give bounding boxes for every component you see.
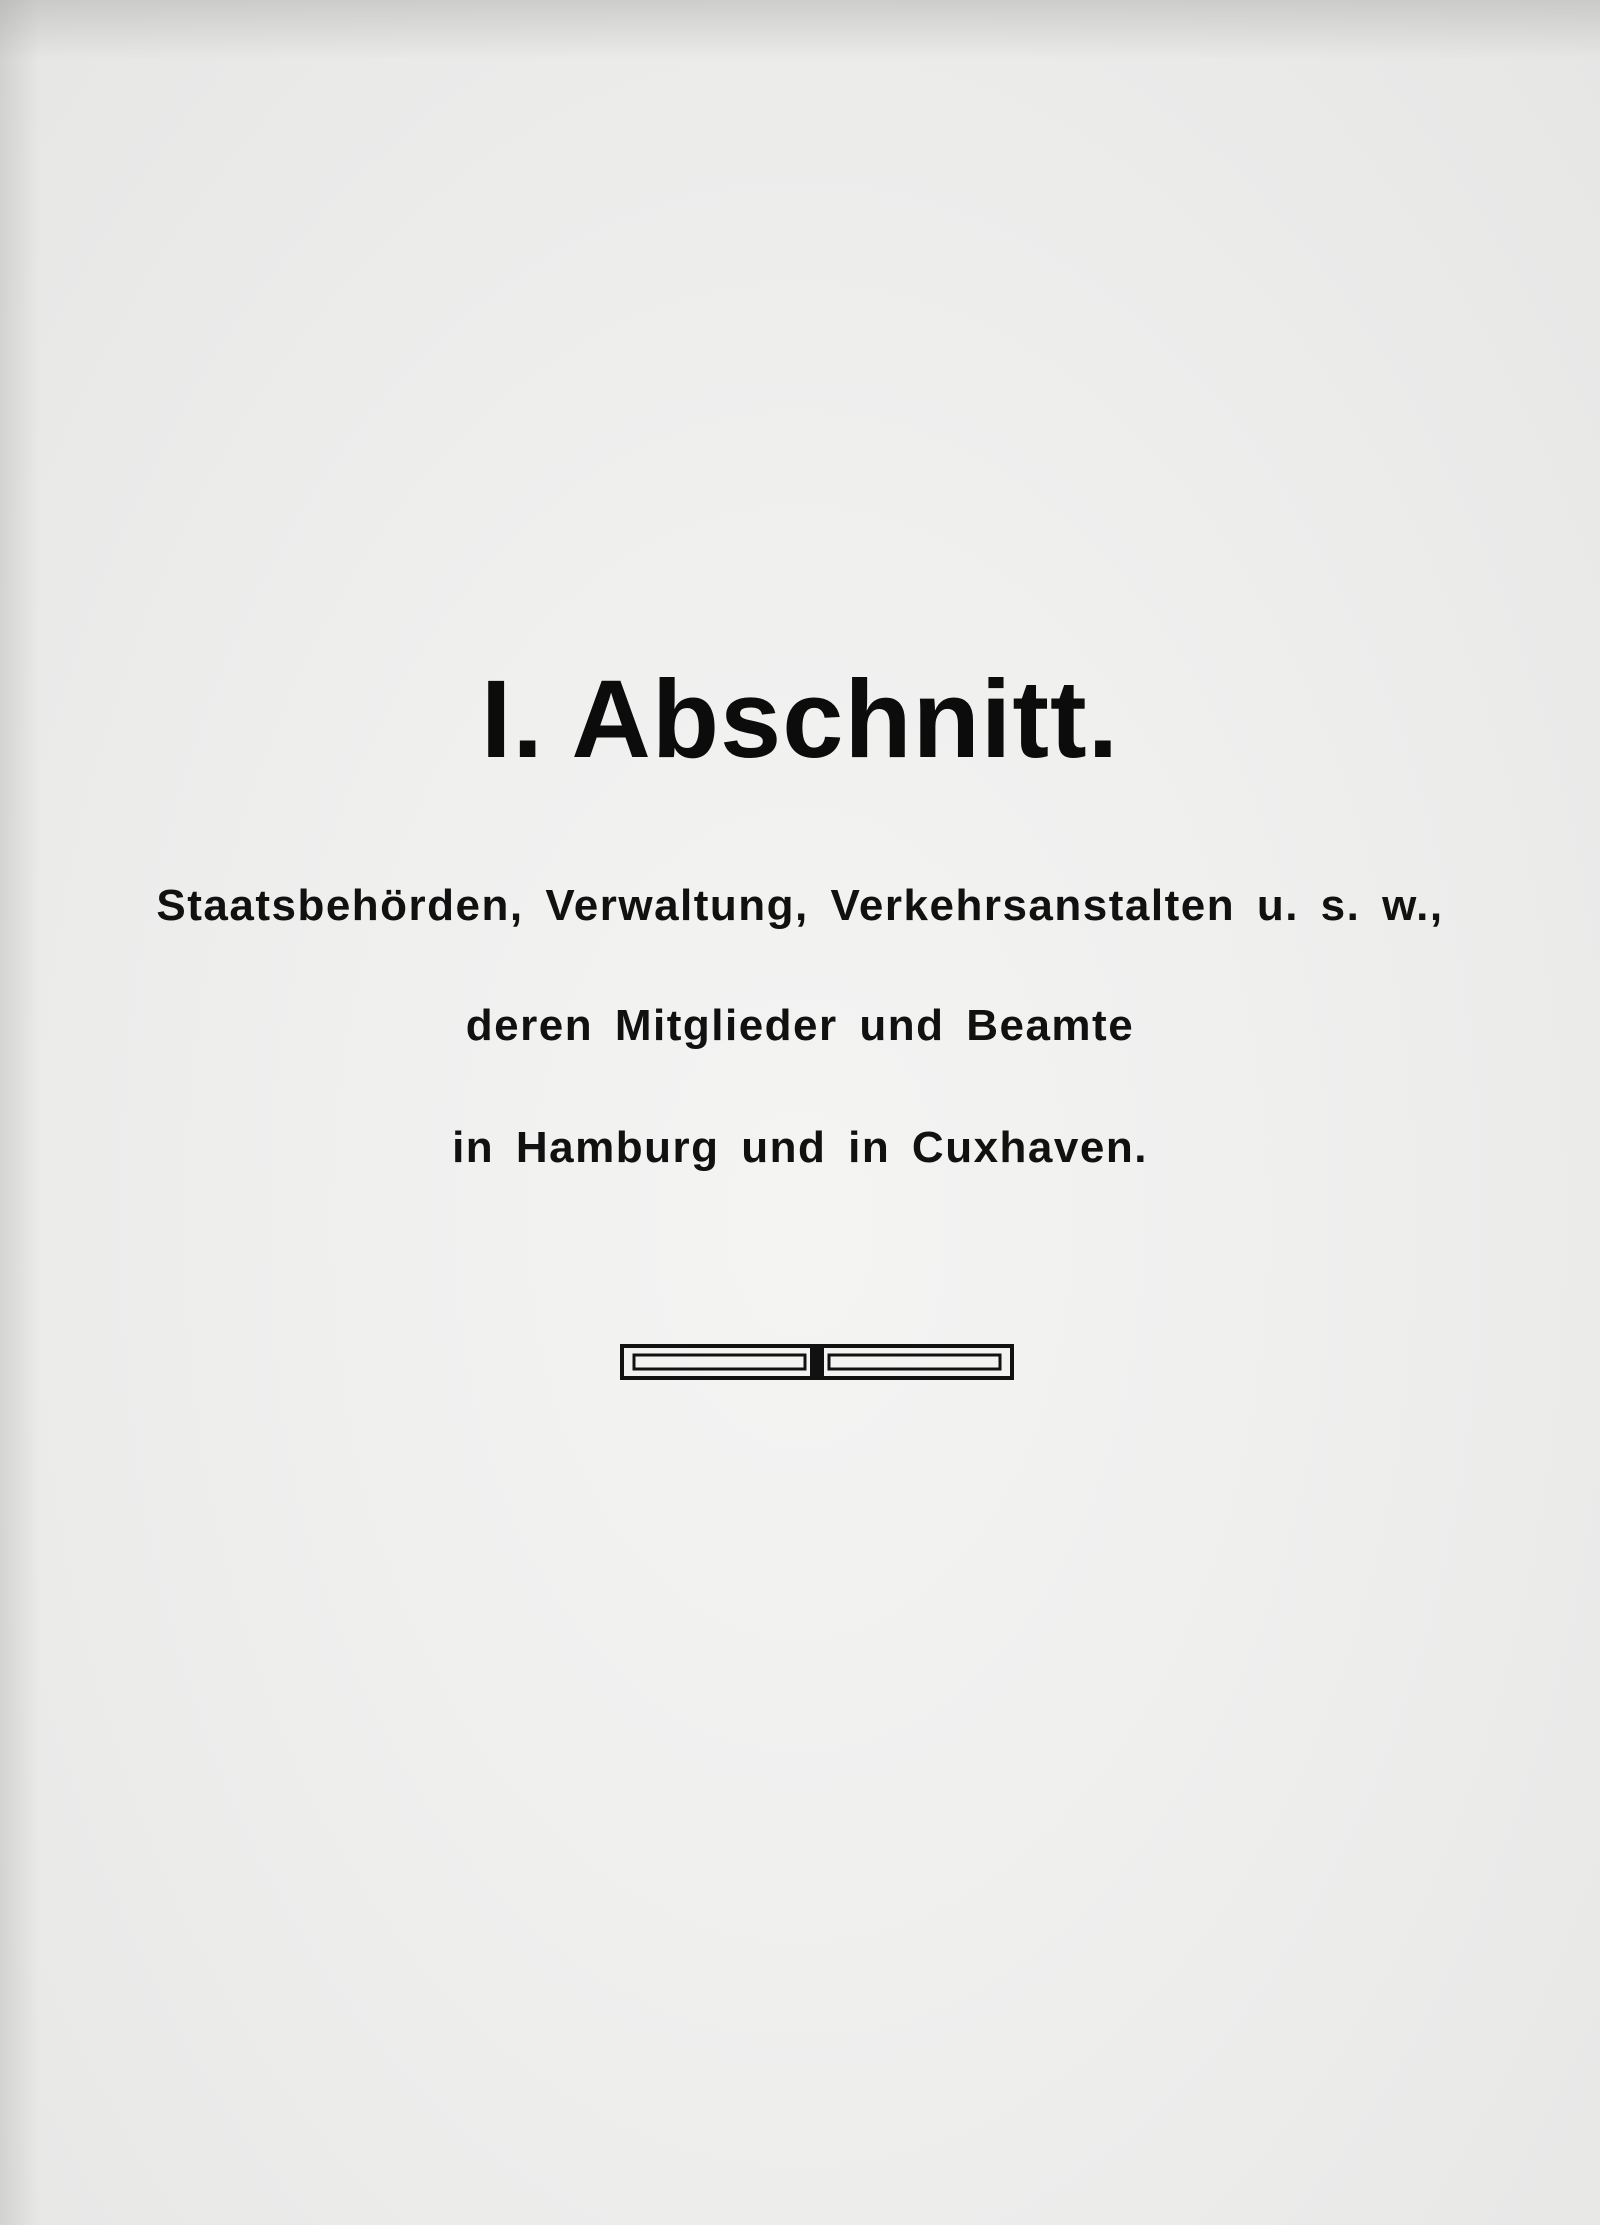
- subtitle-line-3: in Hamburg und in Cuxhaven.: [452, 1123, 1148, 1172]
- ornament-right-frame: [817, 1346, 1012, 1378]
- ornament-center-joint: [810, 1346, 824, 1378]
- subtitle-line-2: deren Mitglieder und Beamte: [465, 1001, 1135, 1050]
- ornament-left-inner: [634, 1355, 805, 1369]
- scan-top-shadow: [0, 0, 1600, 60]
- subtitle-line-1: Staatsbehörden, Verwaltung, Verkehrsanstalten u. s. w.,: [156, 881, 1444, 930]
- ornament-left-frame: [622, 1346, 817, 1378]
- ornament-right-inner: [829, 1355, 1000, 1369]
- scan-left-shadow: [0, 0, 40, 2225]
- double-bar-ornament-icon: [620, 1344, 1014, 1380]
- section-heading: I. Abschnitt.: [480, 658, 1120, 781]
